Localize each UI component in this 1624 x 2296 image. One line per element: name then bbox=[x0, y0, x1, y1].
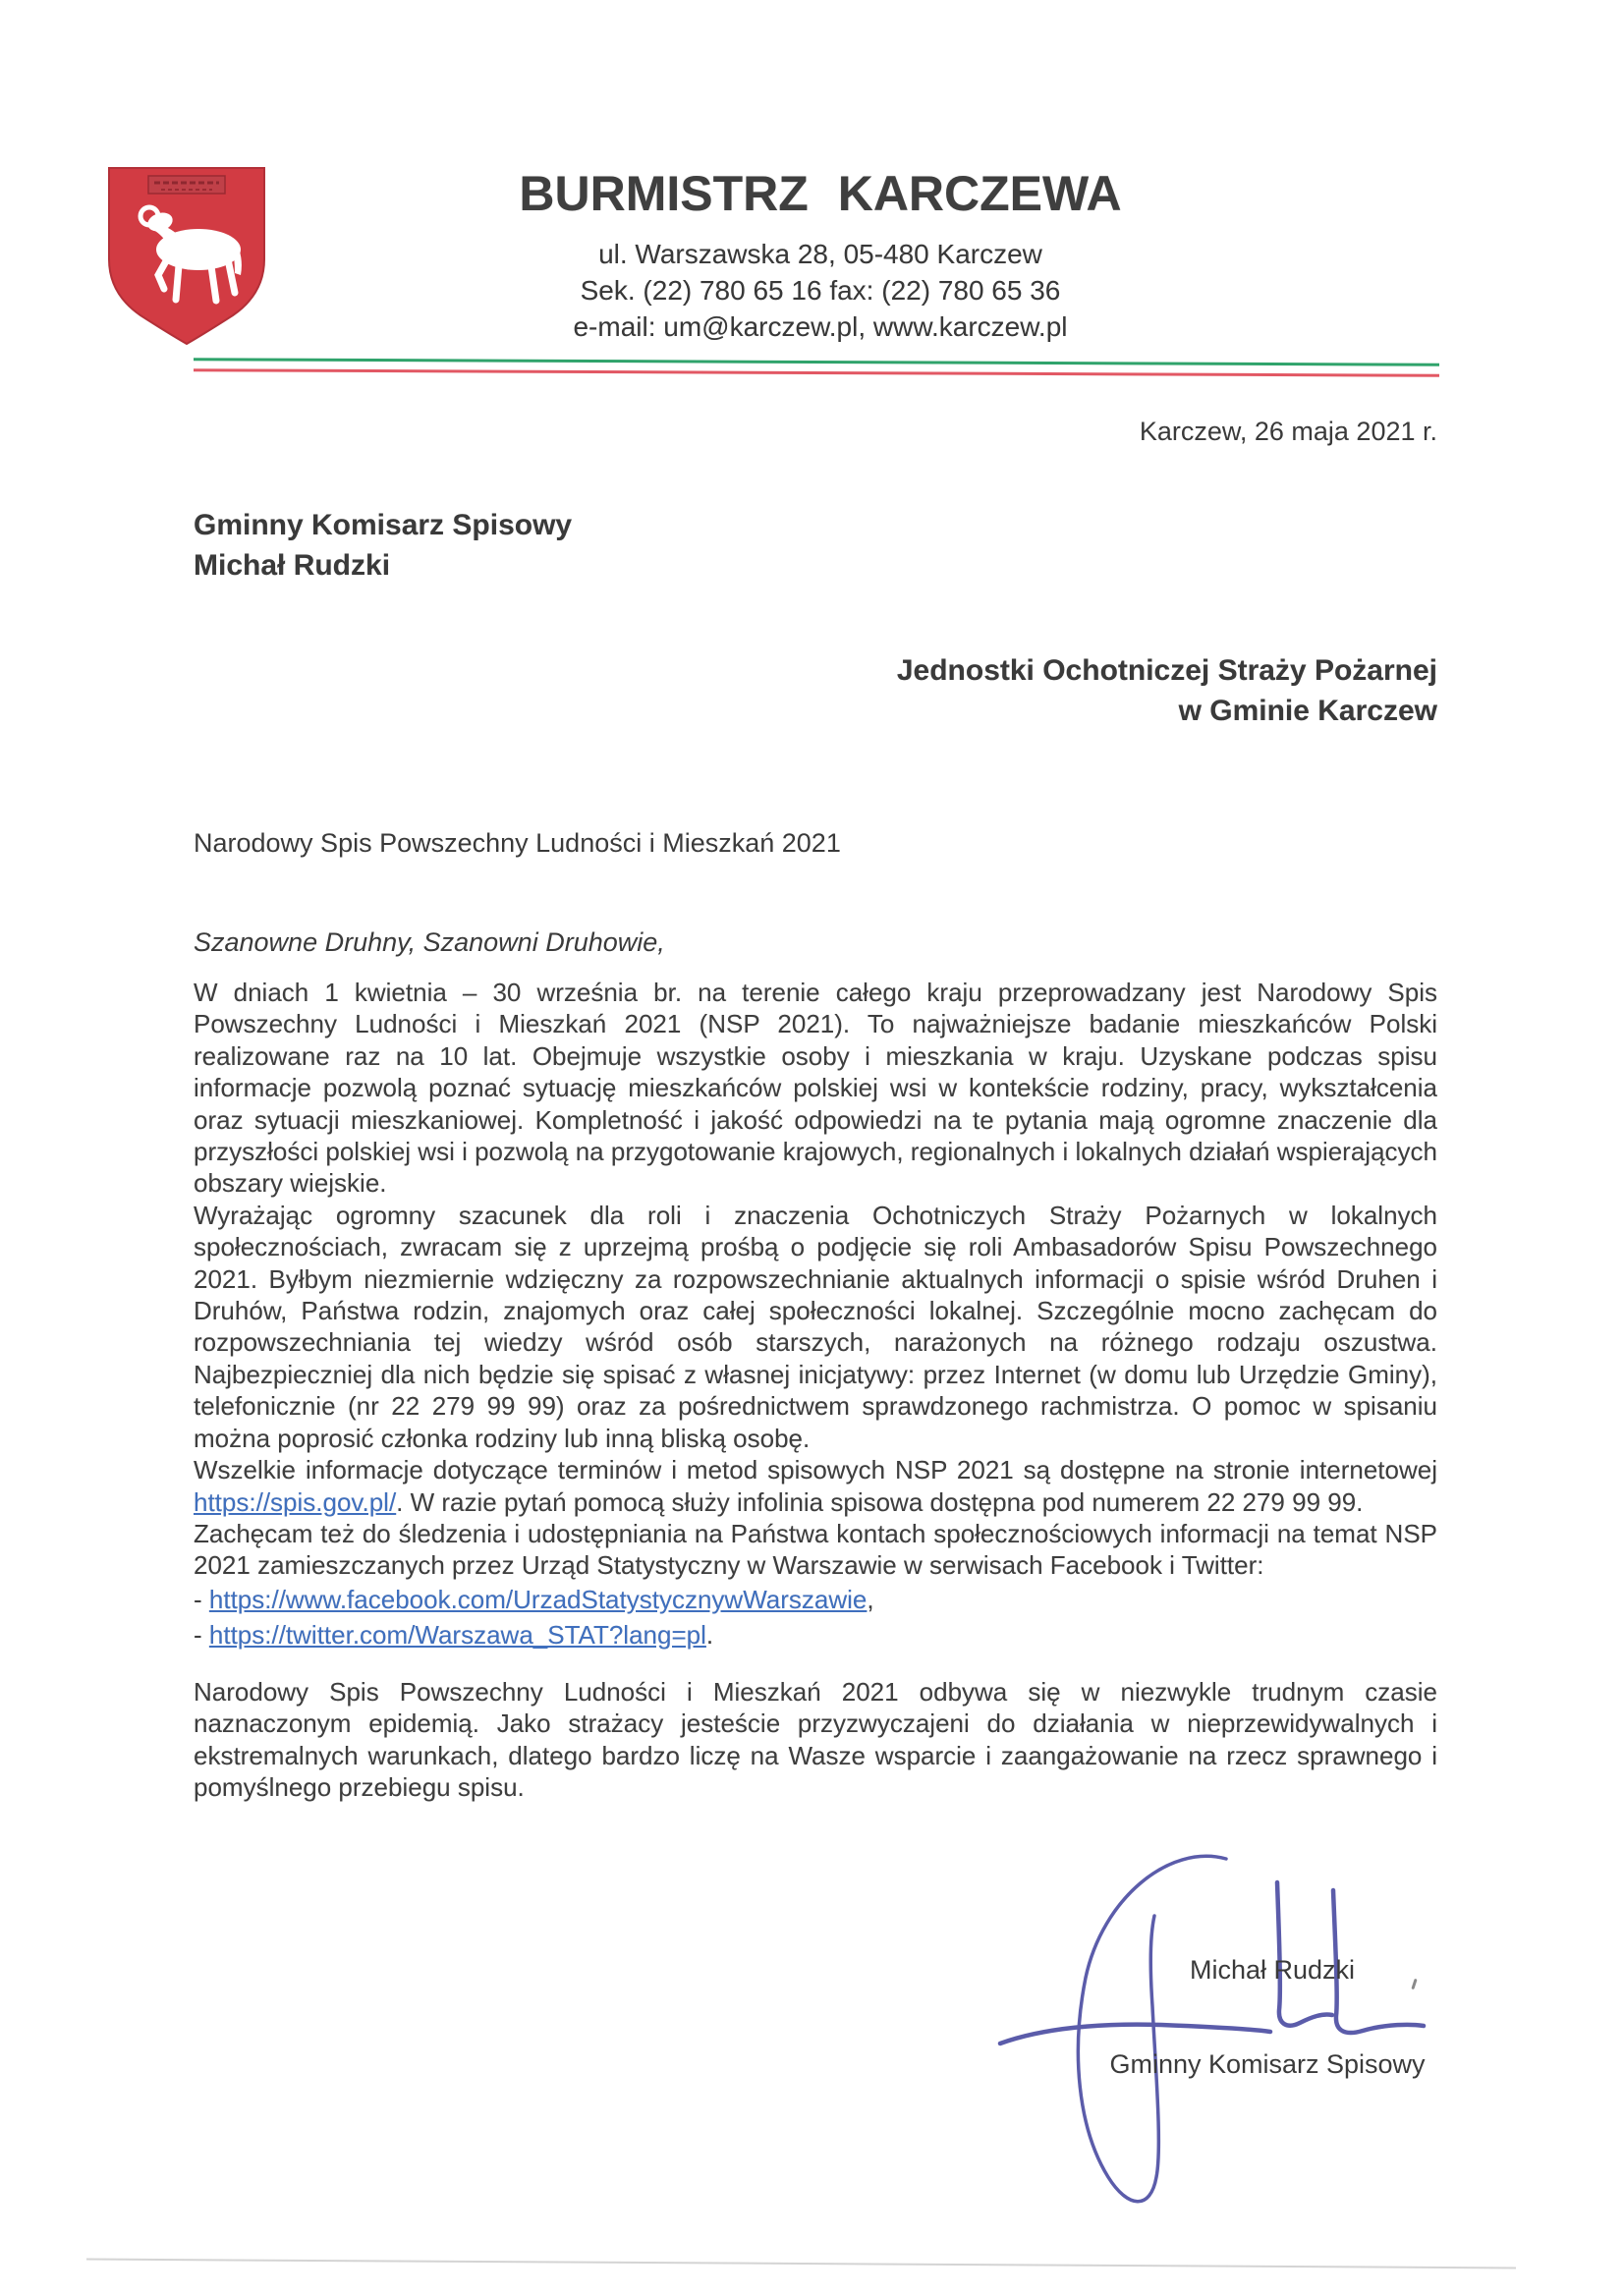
karczew-coat-of-arms-icon bbox=[104, 165, 269, 347]
sender-title: BURMISTRZ KARCZEWA bbox=[519, 166, 1122, 221]
divider-green-line bbox=[194, 358, 1439, 366]
address-line-3: e-mail: um@karczew.pl, www.karczew.pl bbox=[573, 311, 1068, 342]
letter-body bbox=[194, 977, 1437, 1803]
sender-name: Michał Rudzki bbox=[194, 549, 391, 582]
paragraph-3 bbox=[194, 1454, 1437, 1518]
divider-red-line bbox=[194, 368, 1439, 377]
list-dash: - bbox=[194, 1584, 209, 1614]
twitter-link[interactable]: https://twitter.com/Warszawa_STAT?lang=pl bbox=[208, 1619, 706, 1650]
salutation: Szanowne Druhny, Szanowni Druhowie, bbox=[194, 927, 665, 957]
addressee-line-1: Jednostki Ochotniczej Straży Pożarnej bbox=[896, 654, 1437, 687]
addressee-line-2: w Gminie Karczew bbox=[1178, 695, 1437, 727]
emblem-banner bbox=[148, 176, 225, 194]
link-suffix: , bbox=[867, 1584, 874, 1614]
handwritten-signature bbox=[924, 1835, 1444, 2258]
facebook-link-line bbox=[194, 1582, 1437, 1617]
link-suffix: . bbox=[705, 1619, 714, 1650]
sender-official-block bbox=[194, 505, 572, 586]
list-dash: - bbox=[194, 1619, 209, 1650]
letterhead bbox=[413, 165, 1228, 345]
sender-role: Gminny Komisarz Spisowy bbox=[194, 509, 573, 541]
address-line-2: Sek. (22) 780 65 16 fax: (22) 780 65 36 bbox=[580, 275, 1061, 306]
sender-address bbox=[413, 236, 1228, 345]
address-line-1: ul. Warszawska 28, 05-480 Karczew bbox=[598, 239, 1042, 269]
signatory-title: Gminny Komisarz Spisowy bbox=[1109, 2049, 1426, 2079]
addressee-block bbox=[194, 650, 1437, 731]
scan-artifact-line bbox=[86, 2259, 1516, 2269]
facebook-link[interactable]: https://www.facebook.com/UrzadStatystycznywWarszawie bbox=[208, 1584, 868, 1614]
paragraph-1: W dniach 1 kwietnia – 30 września br. na terenie całego kraju przeprowadzany jest Narodowy Spis Powszechny Ludności i Mieszkań 2021 (NSP 2021). To najważniejsze badanie mieszkańców Polski realizowane raz na 10 lat. Obejmuje wszystkie osoby i mieszkania w kraju. Uzyskane podczas spisu informacje pozwolą poznać sytuację mieszkańców polskiej wsi w kontekście rodziny, pracy, wykształcenia oraz sytuacji mieszkaniowej. Kompletność i jakość odpowiedzi na te pytania mają ogromne znaczenie dla przyszłości polskiej wsi i pozwolą na przygotowanie krajowych, regionalnych i lokalnych działań wspierających obszary wiejskie. bbox=[194, 978, 1437, 1199]
letter-date: Karczew, 26 maja 2021 r. bbox=[1139, 417, 1437, 446]
paragraph-3-tail: . W razie pytań pomocą służy infolinia spisowa dostępna pod numerem 22 279 99 99. bbox=[396, 1486, 1364, 1517]
paragraph-5: Narodowy Spis Powszechny Ludności i Mieszkań 2021 odbywa się w niezwykle trudnym czasie naznaczonym epidemią. Jako strażacy jesteście przyzwyczajeni do działania w nieprzewidywalnych i ekstremalnych warunkach, dlatego bardzo liczę na Wasze wsparcie i zaangażowanie na rzecz sprawnego i pomyślnego przebiegu spisu. bbox=[194, 1676, 1437, 1802]
paragraph-4: Zachęcam też do śledzenia i udostępniania na Państwa kontach społecznościowych informacji na temat NSP 2021 zamieszczanych przez Urząd Statystyczny w Warszawie w serwisach Facebook i Twitter: bbox=[194, 1518, 1437, 1581]
paragraph-3-text: Wszelkie informacje dotyczące terminów i metod spisowych NSP 2021 są dostępne na stronie internetowej bbox=[194, 1455, 1437, 1485]
signatory-name: Michał Rudzki bbox=[1189, 1955, 1356, 1985]
paragraph-2: Wyrażając ogromny szacunek dla roli i znaczenia Ochotniczych Straży Pożarnych w lokalnych społecznościach, zwracam się z uprzejmą prośbą o podjęcie się roli Ambasadorów Spisu Powszechnego 2021. Byłbym niezmiernie wdzięczny za rozpowszechnianie aktualnych informacji o spisie wśród Druhen i Druhów, Państwa rodzin, znajomych oraz całej społeczności lokalnej. Szczególnie mocno zachęcam do rozpowszechniania tej wiedzy wśród osób starszych, narażonych na różnego rodzaju oszustwa. Najbezpieczniej dla nich będzie się spisać z własnej inicjatywy: przez Internet (w domu lub Urzędzie Gminy), telefonicznie (nr 22 279 99 99) oraz za pośrednictwem sprawdzonego rachmistrza. O pomoc w spisaniu można poprosić członka rodziny lub inną bliską osobę. bbox=[194, 1200, 1437, 1453]
twitter-link-line bbox=[194, 1617, 1437, 1652]
spis-gov-link[interactable]: https://spis.gov.pl/ bbox=[194, 1486, 397, 1517]
letter-subject: Narodowy Spis Powszechny Ludności i Mieszkań 2021 bbox=[194, 828, 841, 858]
